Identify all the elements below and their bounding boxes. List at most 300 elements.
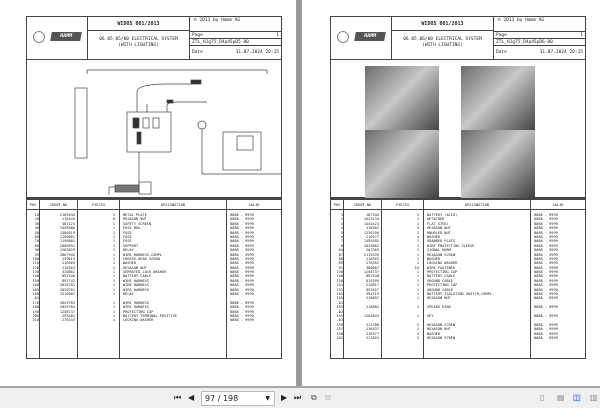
cell-ident-no: 216097 (366, 296, 379, 301)
cell-pos: 60 (34, 234, 39, 239)
cell-valid: 0088 - 9999 (534, 265, 558, 270)
cell-ident-no: 276352 (366, 261, 379, 266)
cell-designation: HEXAGON SCREW (427, 322, 456, 327)
cell-ident-no: 892548 (366, 274, 379, 279)
cell-designation: BATTERY CABLE (427, 274, 456, 279)
cell-designation: SIGNAL HORN (427, 248, 451, 253)
wiring-diagram (27, 60, 283, 198)
cell-designation: WIRE HARNESS,COMPL. (123, 252, 165, 257)
cell-designation: FUSE (123, 230, 132, 235)
cell-valid: 0088 - 9999 (230, 313, 254, 318)
cell-pos: .03 (336, 318, 343, 323)
cell-pieces: 1 (416, 296, 419, 301)
cell-valid: 0088 - 9999 (534, 270, 558, 275)
cell-valid: 0088 - 9999 (230, 248, 254, 253)
cell-designation: SUPPORT (123, 243, 139, 248)
page-gap (296, 0, 302, 386)
document-id: ZTL_HJg75_D4pd5pD6-00 (494, 38, 586, 45)
cell-pos: 160 (32, 283, 39, 288)
cell-pos: 152 (336, 287, 343, 292)
cell-pos: 151 (336, 283, 343, 288)
cell-designation: WIRE HARNESS (123, 283, 149, 288)
cell-pos: 140 (32, 274, 39, 279)
cell-pos: 10 (34, 213, 39, 217)
cell-valid: 0088 - 9999 (534, 248, 558, 253)
cell-valid: 0088 - 9999 (534, 243, 558, 248)
cell-pieces: 1 (416, 243, 419, 248)
cell-pos: 161 (336, 335, 343, 340)
cell-pieces: 1 (112, 226, 115, 231)
cell-designation: FLAT STEEL (427, 221, 449, 226)
time: 20:15 (569, 50, 583, 55)
cell-designation: PROTECTING CAP (427, 283, 458, 288)
cell-pos: 93 (34, 252, 39, 257)
cell-pos: 8 (340, 243, 343, 248)
page-number-value: 97 / 198 (205, 394, 239, 403)
page-left (22, 0, 292, 386)
cell-pieces: 1 (112, 243, 115, 248)
cell-pieces: 1 (112, 239, 115, 244)
cell-pos: 165 (32, 287, 39, 292)
cell-valid: 0088 - 9999 (534, 296, 558, 301)
cell-pos: 155 (336, 313, 343, 318)
date-time (540, 46, 583, 59)
cell-pieces: 1 (416, 221, 419, 226)
cell-pos: .02 (336, 309, 343, 314)
cell-ident-no: 819395 (366, 278, 379, 283)
last-page-button[interactable]: ⏭ (294, 393, 302, 402)
cell-pos: 4 (340, 226, 343, 231)
cell-pos: 80 (34, 243, 39, 248)
cell-ident-no: 892548 (62, 274, 75, 279)
cell-ident-no: 2029783 (59, 300, 75, 305)
cell-pieces: 3 (416, 226, 419, 231)
table-body (331, 210, 585, 358)
cell-ident-no: 2119339 (363, 252, 379, 257)
cell-ident-no: 1190881 (59, 234, 75, 239)
cell-pos: 157 (336, 327, 343, 332)
page-right (326, 0, 596, 386)
cell-pieces: 1 (112, 283, 115, 288)
time: 20:15 (265, 50, 279, 55)
component-photo (365, 66, 439, 134)
hamm-logo: HAMM (354, 32, 386, 41)
cell-pos: 70 (34, 239, 39, 244)
cell-ident-no: 1623134 (363, 217, 379, 222)
cell-valid: 0088 - 9999 (534, 305, 558, 310)
column-header-pieces[interactable]: PIECES (382, 200, 424, 209)
cell-pieces: 1 (416, 270, 419, 275)
cell-pos: 120 (32, 265, 39, 270)
copyright: © 2013 by Hamm AG (194, 18, 241, 23)
cell-pieces: 2 (416, 283, 419, 288)
cell-pieces: 1 (416, 292, 419, 297)
cell-valid: 0088 - 9999 (534, 261, 558, 266)
cell-pieces: 1 (112, 261, 115, 266)
page-label: Page (496, 33, 507, 38)
cell-ident-no: 1459392 (363, 239, 379, 244)
cell-ident-no: 2029781 (59, 287, 75, 292)
cell-valid: 0088 - 9999 (534, 252, 558, 257)
cell-designation: HEXAGON NUT (123, 265, 147, 270)
cell-pos: 5 (340, 230, 343, 235)
column-header-pos[interactable]: POS (27, 200, 40, 209)
table-row[interactable] (27, 318, 281, 322)
cell-designation: GROUND CABLE (427, 287, 453, 292)
cell-valid: 0088 - 9999 (230, 213, 254, 217)
cell-designation: HEXAGON NUT (123, 217, 147, 222)
cell-pos: 150 (336, 278, 343, 283)
single-page-icon[interactable]: ▯ (540, 393, 545, 402)
cell-pieces: 1 (112, 230, 115, 235)
info-cell (189, 17, 282, 59)
cell-ident-no: 216577 (366, 234, 379, 239)
document-id: ZTL_HJg75_D4pd5pD5-00 (190, 38, 282, 45)
cell-pieces: 6 (112, 217, 115, 222)
table-row[interactable] (331, 336, 585, 340)
cell-ident-no: 394319 (366, 292, 379, 297)
page-row (494, 31, 586, 38)
cell-valid: 0088 - 9999 (534, 292, 558, 297)
cell-valid: 0088 - 9999 (534, 335, 558, 340)
cell-pieces: 1 (112, 287, 115, 292)
pdf-toolbar (0, 386, 600, 408)
cell-pieces: 1 (112, 234, 115, 239)
cell-valid: 0088 - 9999 (534, 213, 558, 217)
title-cell (391, 17, 493, 59)
component-photo (461, 66, 535, 134)
cell-pieces: 1 (416, 252, 419, 257)
cell-pos: 30 (34, 221, 39, 226)
cell-valid: 0088 - 9999 (230, 256, 254, 261)
catalog-title: WIDOS 001/2013 (88, 17, 189, 31)
cell-designation: LOCKING WASHER (123, 318, 154, 323)
cell-ident-no: 1203844 (363, 313, 379, 318)
page-number: 1 (276, 33, 279, 38)
cell-valid: 0088 - 9999 (230, 274, 254, 279)
column-header-designation[interactable]: DESIGNATION (120, 200, 227, 209)
cell-ident-no: 852627 (366, 287, 379, 292)
cell-designation: HEXAGON NUT (427, 296, 451, 301)
cell-designation: BATTERY ISOLATING SWITCH,COMPL. (427, 292, 495, 297)
cell-designation: CHEESE-HEAD SCREW (123, 256, 160, 261)
cell-ident-no: 276143 (62, 318, 75, 323)
cell-ident-no: 207365 (366, 248, 379, 253)
cell-ident-no: 2029784 (59, 305, 75, 310)
cell-pos: 20 (34, 217, 39, 222)
section-subtitle: (WITH LIGHTING) (118, 43, 159, 48)
cell-designation: GROUND CABLE (427, 278, 453, 283)
cell-pieces: 1 (112, 305, 115, 310)
cell-pieces: 1 (416, 213, 419, 217)
cell-valid: 0088 - 9999 (534, 230, 558, 235)
page-row (190, 31, 282, 38)
cell-pieces: 1 (112, 221, 115, 226)
cell-pieces: 2 (416, 217, 419, 222)
cell-valid: 0088 - 9999 (534, 327, 558, 332)
cell-pieces: 1 (416, 278, 419, 283)
cell-valid: 0088 - 9999 (534, 221, 558, 226)
photo-figure (330, 60, 586, 198)
page-header (26, 16, 282, 60)
cell-valid: 0088 - 9999 (534, 322, 558, 327)
cell-valid: 0088 - 9999 (230, 278, 254, 283)
two-page-icon[interactable]: ◫ (573, 393, 581, 402)
cell-designation: RELAY (123, 248, 134, 253)
cell-ident-no: 216563 (62, 265, 75, 270)
cell-pieces: 1 (112, 274, 115, 279)
cell-valid: 0088 - 9999 (534, 278, 558, 283)
cell-valid: 0088 - 9999 (230, 287, 254, 292)
cell-pos: 110 (32, 261, 39, 266)
column-header-designation[interactable]: DESIGNATION (424, 200, 531, 209)
cell-ident-no: 239615 (62, 256, 75, 261)
column-header-valid[interactable]: VALID (248, 203, 260, 207)
cell-valid: 0088 - 9999 (534, 283, 558, 288)
cell-ident-no: 2043862 (363, 243, 379, 248)
cell-pieces: 4 (416, 234, 419, 239)
cell-pieces: 1 (112, 278, 115, 283)
cell-pos: 158 (336, 331, 343, 336)
date-label: Date (192, 50, 203, 55)
cell-pieces: 1 (416, 287, 419, 292)
cell-pieces: 1 (416, 305, 419, 310)
cell-valid: 0088 - 9999 (534, 226, 558, 231)
cell-pieces: 4 (416, 331, 419, 336)
next-page-button[interactable]: ▶ (281, 393, 288, 402)
cell-ident-no: 187330 (366, 213, 379, 217)
column-header-ident-no[interactable]: IDENT-NO (40, 200, 78, 209)
cell-pos: 140 (336, 274, 343, 279)
prev-page-button[interactable]: ◀ (188, 393, 195, 402)
cell-pos: 190 (32, 309, 39, 314)
cell-designation: METAL PLATE (123, 213, 147, 217)
cell-pos: 200 (32, 313, 39, 318)
cell-valid: 0088 - 9999 (230, 305, 254, 310)
cell-valid: 0088 - 9999 (230, 221, 254, 226)
company-seal-logo (33, 31, 45, 43)
cell-ident-no: 216437 (366, 327, 379, 332)
cell-pieces: 1 (416, 256, 419, 261)
cell-pos: 89 (338, 261, 343, 266)
cell-designation: HEXAGON NUT (427, 226, 451, 231)
cell-valid: 0088 - 9999 (534, 239, 558, 244)
cell-pos: 7 (340, 239, 343, 244)
cell-pieces: 1 (112, 309, 115, 314)
cell-pieces: 2 (416, 327, 419, 332)
cell-designation: WASHER (427, 234, 440, 239)
cell-designation: WIRE HARNESS (123, 278, 149, 283)
rotate-disabled-icon[interactable]: ⧉ (325, 393, 331, 402)
cell-ident-no: 216569 (62, 261, 75, 266)
cell-designation: SERRATED LOCK WASHER (123, 270, 167, 275)
cell-pos: 2 (340, 217, 343, 222)
cell-designation: HEXAGON SCREW (427, 252, 456, 257)
first-page-button[interactable]: ⏮ (174, 393, 182, 402)
cell-valid: 0088 - 9999 (230, 230, 254, 235)
cell-ident-no: 387123 (62, 221, 75, 226)
cell-ident-no: 892742 (62, 278, 75, 283)
cell-ident-no: 1269829 (59, 248, 75, 253)
cell-pieces: 1 (112, 248, 115, 253)
cell-pos: 168 (32, 292, 39, 297)
column-header-ident-no[interactable]: IDENT-NO (344, 200, 382, 209)
cell-designation: WASHER (427, 331, 440, 336)
cell-designation: DETACHER (427, 217, 445, 222)
cell-pos: 150 (32, 278, 39, 283)
cell-ident-no: 213853 (366, 335, 379, 340)
column-header-valid[interactable]: VALID (552, 203, 564, 207)
cell-ident-no: 2009691 (59, 243, 75, 248)
cell-pos: 40 (34, 226, 39, 231)
cell-designation: KNURLED NUT (427, 230, 451, 235)
column-header-pos[interactable]: POS (331, 200, 344, 209)
cell-designation: RELAY (123, 292, 134, 297)
cell-pieces: 1 (416, 239, 419, 244)
cell-designation: FUSE BOX (123, 226, 141, 231)
cell-pieces: 1 (112, 213, 115, 217)
table-header (27, 200, 281, 210)
cell-pos: 210 (32, 318, 39, 323)
cell-designation: GRABBED PLATE (427, 239, 456, 244)
cell-pos: 100 (32, 256, 39, 261)
cell-designation: WIRE HARNESS (123, 287, 149, 292)
component-photo (365, 130, 439, 198)
cell-designation: LOCKING WASHER (427, 261, 458, 266)
cell-pos: 84 (338, 248, 343, 253)
cell-pos: 91 (338, 265, 343, 270)
cell-valid: 0088 - 9999 (230, 234, 254, 239)
cell-designation: BATTERY CABLE (123, 274, 152, 279)
cell-valid: 0088 - 9999 (230, 243, 254, 248)
date: 31.07.2024 (235, 50, 263, 55)
cell-ident-no: 2067945 (59, 252, 75, 257)
date-time (236, 46, 279, 59)
cell-ident-no: 1258737 (363, 270, 379, 275)
cell-pieces: 1 (112, 313, 115, 318)
cell-designation: HEXAGON NUT (427, 327, 451, 332)
table-header (331, 200, 585, 210)
cell-valid: 0088 - 9999 (534, 217, 558, 222)
cell-valid: 0088 - 9999 (230, 309, 254, 314)
cell-pos: .01 (336, 300, 343, 305)
cell-ident-no: 293481 (62, 313, 75, 318)
cell-pieces: 1 (112, 300, 115, 305)
page-number-input[interactable] (201, 391, 275, 406)
cell-designation: PROTECTING CAP (427, 270, 458, 275)
date: 31.07.2024 (539, 50, 567, 55)
cell-ident-no: 1210887 (59, 292, 75, 297)
page-number: 1 (580, 33, 583, 38)
cell-ident-no: 1258737 (59, 309, 75, 314)
cell-designation: WIRE FASTENER (427, 265, 456, 270)
cell-ident-no: 2109430 (59, 213, 75, 217)
cell-ident-no: 213780 (366, 322, 379, 327)
cell-designation: PROTECTING CAP (123, 309, 154, 314)
cell-pieces: 1 (416, 313, 419, 318)
cell-pieces: 2 (416, 230, 419, 235)
column-header-pieces[interactable]: PIECES (78, 200, 120, 209)
page-header (330, 16, 586, 60)
hamm-logo: HAMM (50, 32, 82, 41)
cell-valid: 0088 - 9999 (534, 274, 558, 279)
cell-pieces: 1 (416, 261, 419, 266)
cell-pos: .01 (32, 296, 39, 301)
parts-table (26, 198, 282, 359)
info-cell (493, 17, 586, 59)
cell-pos: 180 (32, 305, 39, 310)
cell-ident-no: 216682 (366, 305, 379, 310)
cell-designation: SAFETY SCREEN (123, 221, 152, 226)
cell-pos: 6 (340, 234, 343, 239)
cell-valid: 0088 - 9999 (534, 331, 558, 336)
cell-valid: 0088 - 9999 (230, 292, 254, 297)
parts-table (330, 198, 586, 359)
cell-pos: 90 (34, 248, 39, 253)
cell-pieces: 1 (112, 265, 115, 270)
section-name: 06.05.05/00 ELECTRICAL SYSTEM (99, 37, 178, 42)
cell-ident-no: 1356986 (59, 226, 75, 231)
cell-pieces: 1 (112, 252, 115, 257)
cell-valid: 0088 - 9999 (230, 300, 254, 305)
table-body (27, 210, 281, 358)
cell-pos: 155 (336, 296, 343, 301)
cell-designation: KEY (427, 313, 434, 318)
cell-pos: 3 (340, 221, 343, 226)
cell-pos: 50 (34, 230, 39, 235)
cell-pos: 155 (336, 305, 343, 310)
rotate-icon[interactable]: ⧉ (311, 393, 317, 402)
continuous-icon[interactable]: ▤ (557, 393, 565, 402)
cell-valid: 0088 - 9999 (230, 239, 254, 244)
cell-designation: WIRE HARNESS (123, 305, 149, 310)
cell-valid: 0088 - 9999 (230, 226, 254, 231)
cell-valid: 0088 - 9999 (534, 234, 558, 239)
section-title (88, 31, 189, 49)
cell-pos: 155 (336, 292, 343, 297)
cell-ident-no: 380687 (366, 265, 379, 270)
cell-designation: WASHER (123, 261, 136, 266)
date-row (494, 45, 586, 59)
cell-ident-no: 2029781 (59, 283, 75, 288)
section-subtitle: (WITH LIGHTING) (422, 43, 463, 48)
cell-ident-no: 1236250 (363, 230, 379, 235)
cell-ident-no: 216577 (366, 331, 379, 336)
cell-valid: 0088 - 9999 (534, 287, 558, 292)
cell-ident-no: 216817 (366, 283, 379, 288)
cell-ident-no: 216583 (366, 256, 379, 261)
cell-designation: HEXAGON SCREW (427, 335, 456, 340)
cell-designation: BATTERY TERMINAL POSITIVE (123, 313, 178, 318)
cell-pos: 87 (338, 252, 343, 257)
cell-pos: 156 (336, 322, 343, 327)
cell-pieces: 1 (416, 274, 419, 279)
cell-ident-no: 1445424 (363, 221, 379, 226)
dropdown-arrow-icon[interactable]: ▼ (265, 395, 270, 402)
cell-designation: FUSE (123, 239, 132, 244)
section-name: 06.05.06/00 ELECTRICAL SYSTEM (403, 37, 482, 42)
cell-valid: 0088 - 9999 (230, 265, 254, 270)
cell-valid: 0088 - 9999 (230, 252, 254, 257)
cell-pieces: 1 (112, 256, 115, 261)
cell-pos: 1 (340, 213, 343, 217)
cell-ident-no: 216562 (366, 226, 379, 231)
cell-designation: WIRE PROTECTING SLEEVE (427, 243, 475, 248)
cell-valid: 0088 - 9999 (230, 217, 254, 222)
cell-ident-no: 320862 (62, 270, 75, 275)
two-page-continuous-icon[interactable]: ▥ (590, 393, 598, 402)
cell-pieces: 2 (416, 322, 419, 327)
